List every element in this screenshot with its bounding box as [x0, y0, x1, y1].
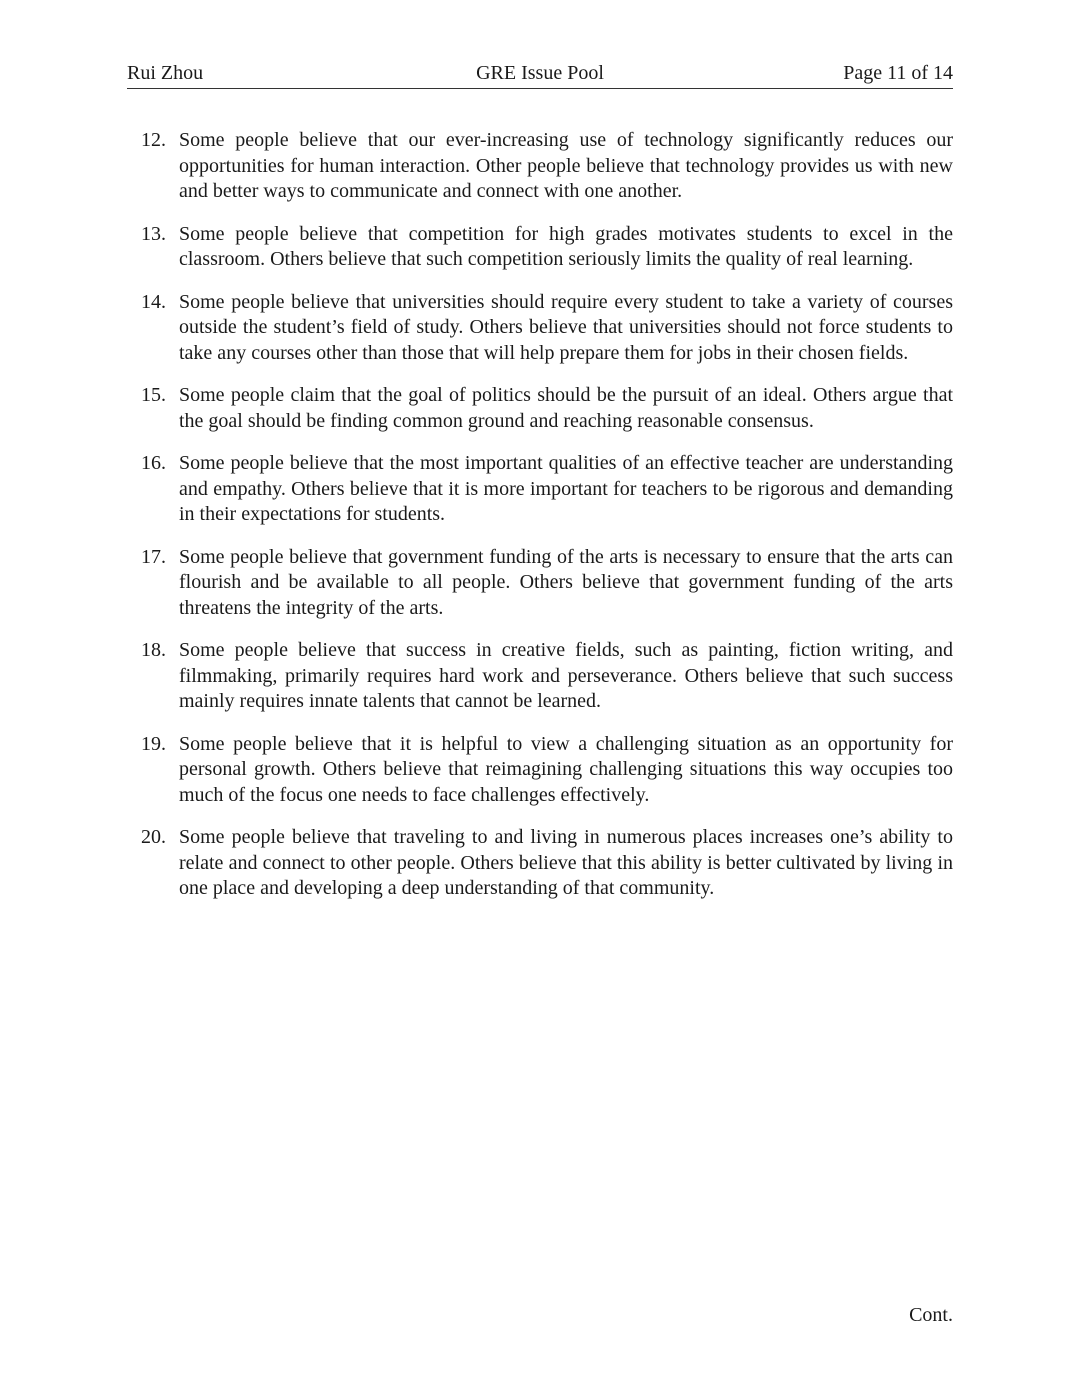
- issue-item-14: [127, 290, 953, 367]
- issue-number: 17.: [141, 545, 166, 568]
- issue-item-17: [127, 545, 953, 622]
- issue-number: 18.: [141, 639, 166, 661]
- issue-number: 20.: [141, 826, 166, 848]
- issue-text: Some people believe that traveling to and living in numerous places increases one’s ability to relate and connect to other people. Others believe that this ability is better cultivated by living in one place and developing a deep understanding of that community.: [179, 826, 953, 899]
- issue-number: 14.: [141, 290, 166, 313]
- issue-number: 16.: [141, 452, 166, 474]
- issue-item-13: [127, 222, 953, 273]
- issue-text: Some people believe that our ever-increasing use of technology significantly reduces our opportunities for human interaction. Other people believe that technology provides us with new and better ways to communicate and connect with one another.: [179, 129, 953, 202]
- header-title: GRE Issue Pool: [476, 62, 604, 84]
- continued-note: Cont.: [909, 1304, 953, 1326]
- page-header: [127, 58, 953, 89]
- issue-item-12: [127, 128, 953, 205]
- issue-item-18: [127, 638, 953, 715]
- issue-number: 12.: [141, 129, 166, 151]
- issue-text: Some people believe that competition for high grades motivates students to excel in the classroom. Others believe that such competition seriously limits the quality of real learning.: [179, 222, 953, 270]
- issue-item-15: [127, 383, 953, 434]
- header-page-number: Page 11 of 14: [843, 62, 953, 84]
- issue-text: Some people believe that it is helpful to view a challenging situation as an opportunity for personal growth. Others believe that reimagining challenging situations this way occupies too much of the focus one needs to face challenges effectively.: [179, 732, 953, 806]
- issue-item-19: [127, 732, 953, 809]
- issue-text: Some people believe that success in creative fields, such as painting, fiction writing, and filmmaking, primarily requires hard work and perseverance. Others believe that such success mainly requires innate talents that cannot be learned.: [179, 639, 953, 712]
- issue-item-20: [127, 825, 953, 902]
- issue-text: Some people believe that the most important qualities of an effective teacher are understanding and empathy. Others believe that it is more important for teachers to be rigorous and demanding in their expectations for students.: [179, 452, 953, 525]
- issue-list: [127, 128, 953, 919]
- issue-number: 13.: [141, 222, 166, 245]
- header-author: Rui Zhou: [127, 62, 204, 84]
- issue-text: Some people claim that the goal of politics should be the pursuit of an ideal. Others argue that the goal should be finding common ground and reaching reasonable consensus.: [179, 384, 953, 432]
- issue-text: Some people believe that government funding of the arts is necessary to ensure that the arts can flourish and be available to all people. Others believe that government funding of the arts threatens the integrity of the arts.: [179, 545, 953, 619]
- issue-number: 15.: [141, 384, 166, 406]
- issue-item-16: [127, 451, 953, 528]
- issue-text: Some people believe that universities should require every student to take a variety of courses outside the student’s field of study. Others believe that universities should not force students to take any courses other than those that will help prepare them for jobs in their chosen fields.: [179, 290, 953, 364]
- issue-number: 19.: [141, 732, 166, 755]
